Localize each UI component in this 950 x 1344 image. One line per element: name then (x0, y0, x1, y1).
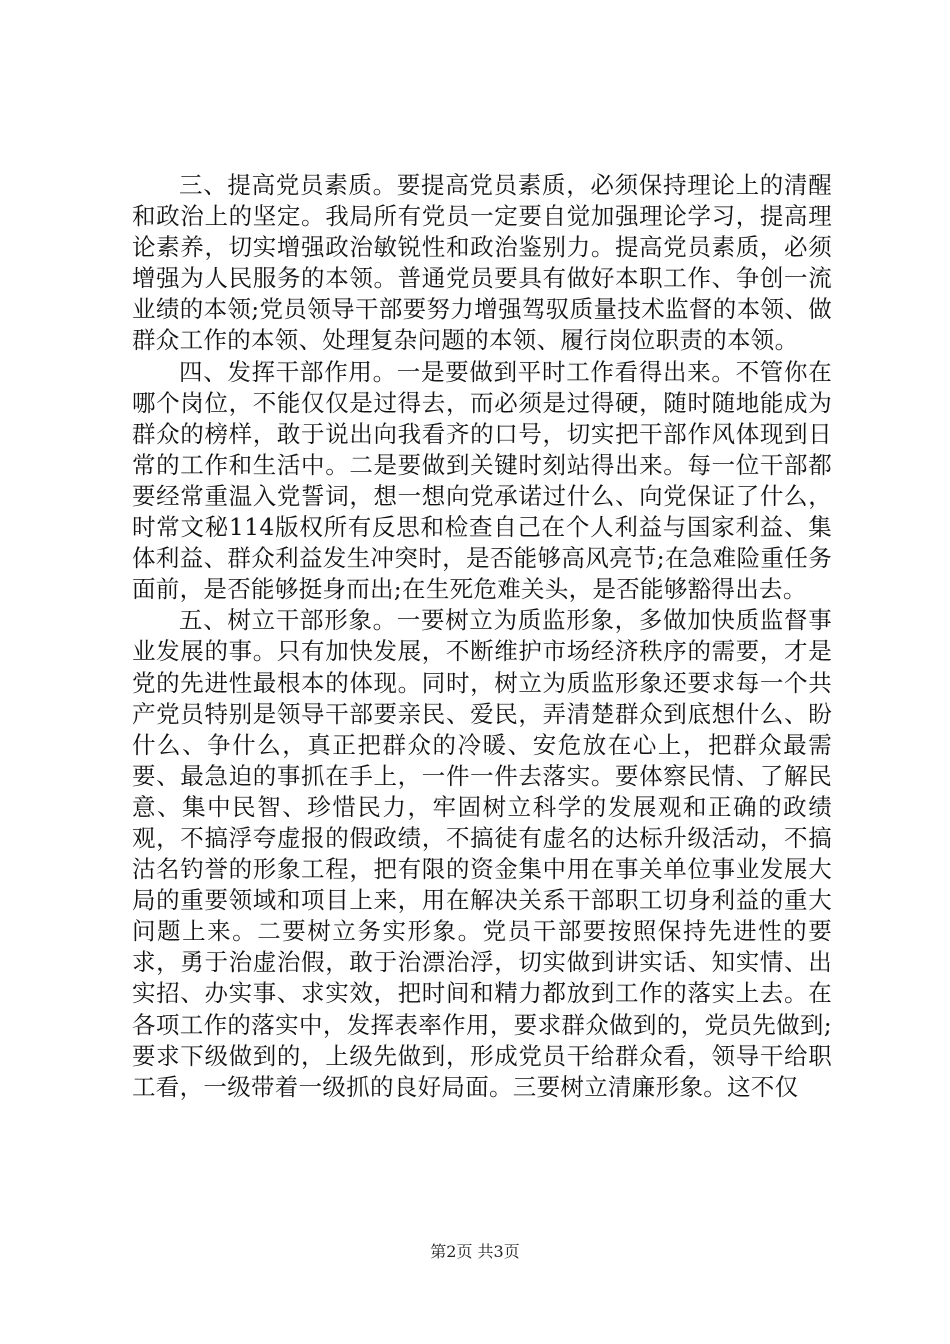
page-number-footer: 第2页 共3页 (430, 1242, 520, 1261)
paragraph-section-four: 四、发挥干部作用。一是要做到平时工作看得出来。不管你在哪个岗位，不能仅仅是过得去，而必须是过得硬，随时随地能成为群众的榜样，敢于说出向我看齐的口号，切实把干部作风体现到日常的工作和生活中。二是要做到关键时刻站得出来。每一位干部都要经常重温入党誓词，想一想向党承诺过什么、向党保证了什么，时常文秘114版权所有反思和检查自己在个人利益与国家利益、集体利益、群众利益发生冲突时，是否能够高风亮节;在急难险重任务面前，是否能够挺身而出;在生死危难关头，是否能够豁得出去。 (132, 357, 832, 604)
paragraph-section-three: 三、提高党员素质。要提高党员素质，必须保持理论上的清醒和政治上的坚定。我局所有党员一定要自觉加强理论学习，提高理论素养，切实增强政治敏锐性和政治鉴别力。提高党员素质，必须增强为人民服务的本领。普通党员要具有做好本职工作、争创一流业绩的本领;党员领导干部要努力增强驾驭质量技术监督的本领、做群众工作的本领、处理复杂问题的本领、履行岗位职责的本领。 (132, 171, 832, 355)
document-body (132, 170, 832, 1103)
paragraph-section-five: 五、树立干部形象。一要树立为质监形象，多做加快质监督事业发展的事。只有加快发展，不断维护市场经济秩序的需要，才是党的先进性最根本的体现。同时，树立为质监形象还要求每一个共产党员特别是领导干部要亲民、爱民，弄清楚群众到底想什么、盼什么、争什么，真正把群众的冷暖、安危放在心上，把群众最需要、最急迫的事抓在手上，一件一件去落实。要体察民情、了解民意、集中民智、珍惜民力，牢固树立科学的发展观和正确的政绩观，不搞浮夸虚报的假政绩，不搞徒有虚名的达标升级活动，不搞沽名钓誉的形象工程，把有限的资金集中用在事关单位事业发展大局的重要领域和项目上来，用在解决关系干部职工切身利益的重大问题上来。二要树立务实形象。党员干部要按照保持先进性的要求，勇于治虚治假，敢于治漂治浮，切实做到讲实话、知实情、出实招、办实事、求实效，把时间和精力都放到工作的落实上去。在各项工作的落实中，发挥表率作用，要求群众做到的，党员先做到;要求下级做到的，上级先做到，形成党员干给群众看，领导干给职工看，一级带着一级抓的良好局面。三要树立清廉形象。这不仅 (132, 606, 832, 1101)
